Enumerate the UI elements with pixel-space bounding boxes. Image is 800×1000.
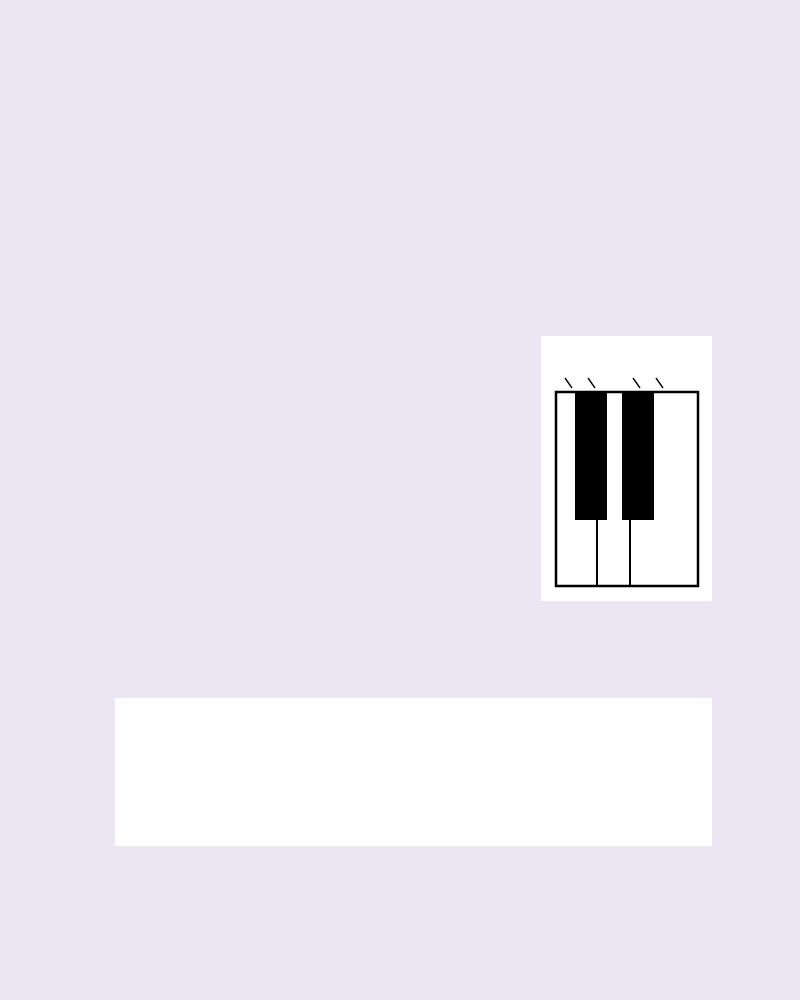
semitone-diagram-svg: [541, 336, 712, 601]
page-number-tab: [0, 886, 96, 944]
octave-figure-svg: [115, 698, 712, 846]
header-band: [0, 0, 712, 203]
black-key-1: [575, 392, 607, 520]
black-key-2: [622, 392, 654, 520]
octave-definition: [136, 862, 142, 877]
semitone-diagram: [541, 336, 712, 601]
halftone-pointers: [565, 378, 663, 388]
octave-figure: [115, 698, 712, 846]
